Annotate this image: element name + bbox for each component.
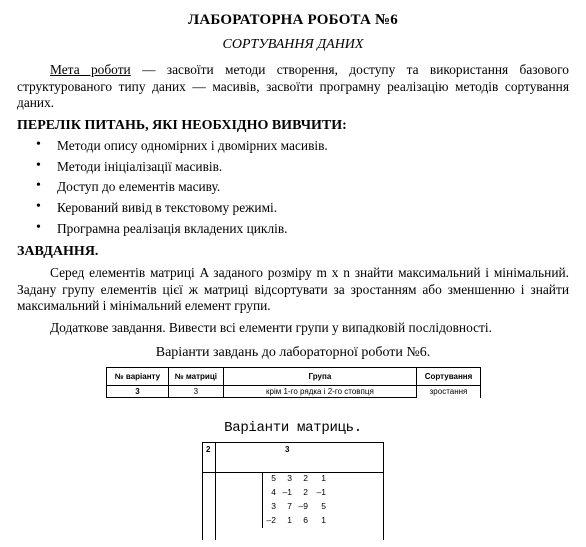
page-subtitle: СОРТУВАННЯ ДАНИХ — [222, 37, 364, 52]
task-heading: ЗАВДАННЯ. — [17, 244, 99, 259]
list-item-text: Програмна реалізація вкладених циклів. — [57, 220, 288, 236]
matrix-cell: 6 — [303, 515, 308, 525]
matrix-variant-label: 2 — [206, 445, 211, 454]
bullet-icon: • — [36, 199, 41, 214]
table-border — [215, 442, 216, 540]
matrix-cell: 1 — [321, 515, 326, 525]
matrix-number-label: 3 — [285, 445, 290, 454]
table-border — [383, 442, 384, 472]
table-header-cell: Сортування — [417, 368, 481, 386]
matrix-cell: 2 — [303, 487, 308, 497]
matrix-cell: 3 — [271, 501, 276, 511]
matrix-cell: 5 — [321, 501, 326, 511]
matrix-cell: 5 — [271, 473, 276, 483]
list-item-text: Методи опису одномірних і двомірних масивів. — [57, 138, 328, 153]
table-cell: 3 — [168, 386, 223, 398]
table-cell: 3 — [107, 386, 169, 398]
matrix-cell: –1 — [316, 487, 326, 497]
matrix-cell: 7 — [287, 501, 292, 511]
table-header-cell: № матриці — [168, 368, 223, 386]
matrix-cell: 2 — [303, 473, 308, 483]
table-cell: зростання — [417, 386, 481, 398]
goal-text: — засвоїти методи створення, доступу та використання базового структурованого типу даних — масивів, засвоїти програмну реалізацію методів сортування даних. — [17, 62, 569, 110]
variants-caption: Варіанти завдань до лабораторної роботи №6. — [155, 345, 431, 360]
bullet-icon: • — [36, 178, 41, 193]
goal-paragraph — [17, 62, 569, 112]
table-cell: крім 1-го рядка і 2-го стовпця — [223, 386, 416, 398]
list-item-text: Керований вивід в текстовому режимі. — [57, 200, 278, 215]
additional-task-paragraph — [17, 320, 569, 337]
table-border — [202, 442, 384, 443]
table-row — [107, 386, 481, 398]
table-border — [202, 442, 203, 540]
matrix-cell: –1 — [282, 487, 292, 497]
matrix-cell: –2 — [266, 515, 276, 525]
table-header-cell: Група — [223, 368, 416, 386]
matrix-cell: 3 — [287, 473, 292, 483]
matrix-cell: 1 — [321, 473, 326, 483]
matrix-cell: 4 — [271, 487, 276, 497]
table-header-row — [107, 368, 481, 386]
bullet-icon: • — [36, 219, 41, 235]
bullet-icon: • — [36, 157, 41, 173]
questions-heading: ПЕРЕЛІК ПИТАНЬ, ЯКІ НЕОБХІДНО ВИВЧИТИ: — [17, 118, 347, 133]
matrix-cell: –9 — [298, 501, 308, 511]
task-paragraph: Серед елементів матриці A заданого розміру m x n знайти максимальний і мінімальний. Задану групу елементів цієї ж матриці відсортувати за зростанням або зменшенню і знайти максимальний і мінімальний елемент групи. — [17, 265, 569, 313]
list-item-text: Методи ініціалізації масивів. — [57, 158, 223, 174]
table-header-cell: № варіанту — [107, 368, 169, 386]
variants-table — [106, 367, 481, 398]
matrix-cell: 1 — [287, 515, 292, 525]
additional-task-text: Додаткове завдання. Вивести всі елементи групи у випадковій послідовності. — [50, 320, 492, 335]
page-title: ЛАБОРАТОРНА РОБОТА №6 — [188, 12, 398, 28]
matrices-caption: Варіанти матриць. — [224, 420, 362, 436]
bullet-icon: • — [36, 137, 41, 152]
goal-label: Мета роботи — [50, 62, 131, 77]
table-border — [383, 472, 384, 540]
list-item-text: Доступ до елементів масиву. — [57, 179, 221, 194]
